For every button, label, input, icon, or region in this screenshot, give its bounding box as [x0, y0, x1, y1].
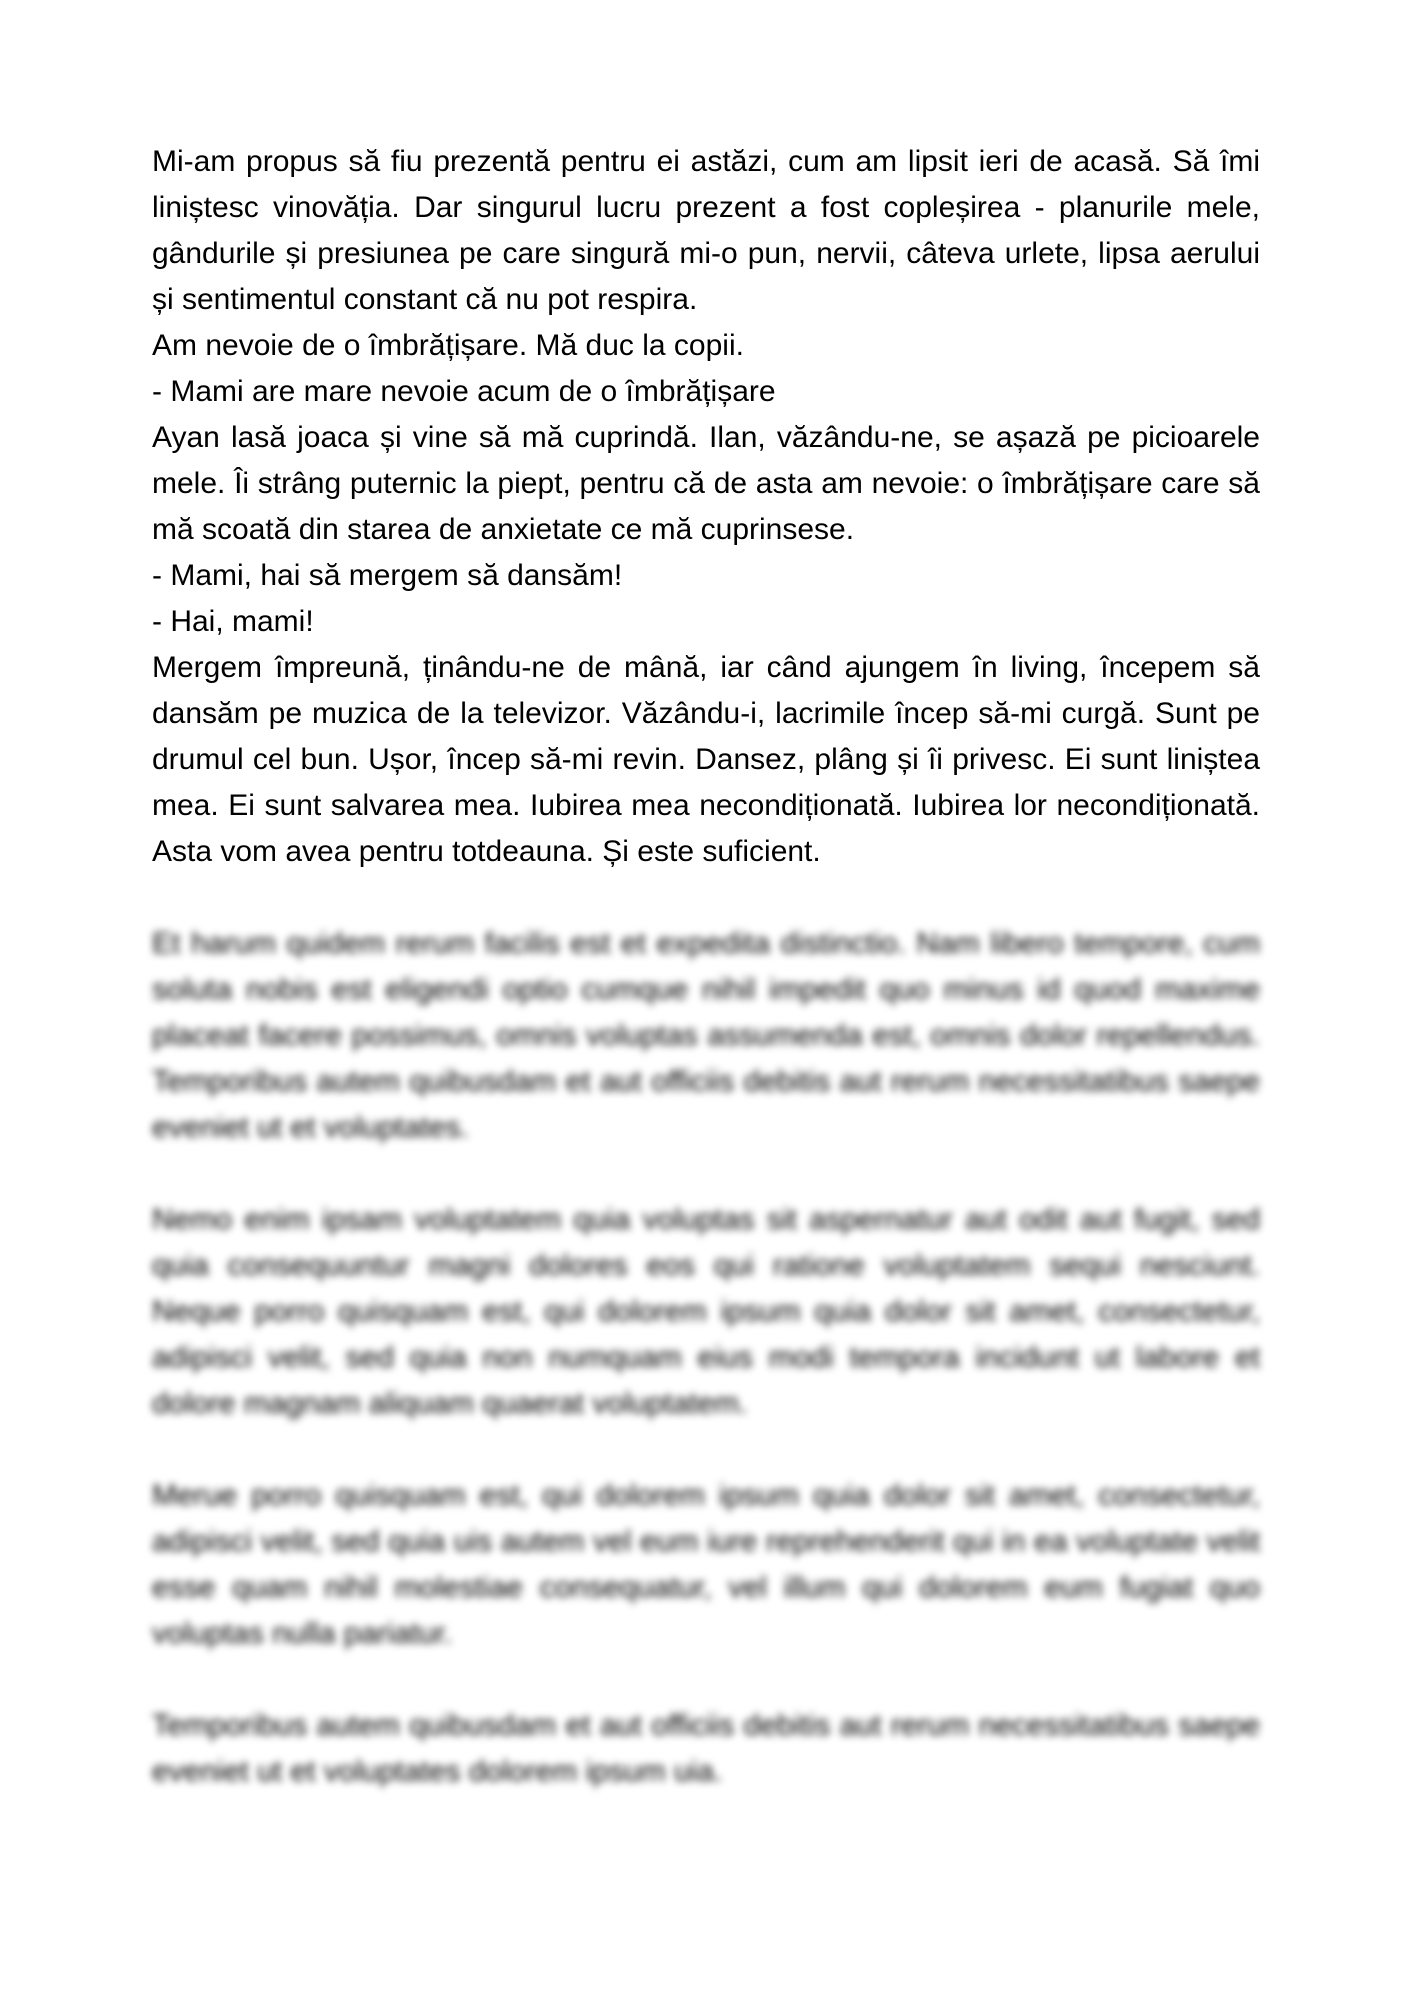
narration-paragraph: Mi-am propus să fiu prezentă pentru ei astăzi, cum am lipsit ieri de acasă. Să îmi liniștesc vinovăția. Dar singurul lucru prezent a fost copleșirea - planurile mele, gândurile și presiunea pe care singură mi-o pun, nervii, câteva urlete, lipsa aerului și sentimentul constant că nu pot respira.	[152, 145, 1260, 316]
dialogue-line: - Mami, hai să mergem să dansăm!	[152, 559, 623, 592]
dialogue-line: - Mami are mare nevoie acum de o îmbrățișare	[152, 375, 776, 408]
dialogue-line: - Hai, mami!	[152, 605, 314, 638]
text-column	[152, 139, 1260, 1795]
blurred-paragraph: Et harum quidem rerum facilis est et expedita distinctio. Nam libero tempore, cum soluta nobis est eligendi optio cumque nihil impedit quo minus id quod maxime placeat facere possimus, omnis voluptas assumenda est, omnis dolor repellendus. Temporibus autem quibusdam et aut officiis debitis aut rerum necessitatibus saepe eveniet ut et voluptates.	[152, 927, 1260, 1144]
narration-paragraph: Ayan lasă joaca și vine să mă cuprindă. Ilan, văzându-ne, se așază pe picioarele mele. Îi strâng puternic la piept, pentru că de asta am nevoie: o îmbrățișare care să mă scoată din starea de anxietate ce mă cuprinsese.	[152, 421, 1260, 546]
narration-paragraph: Am nevoie de o îmbrățișare. Mă duc la copii.	[152, 329, 744, 362]
blurred-paragraph: Temporibus autem quibusdam et aut officiis debitis aut rerum necessitatibus saepe eveniet ut et voluptates dolorem ipsum uia.	[152, 1709, 1260, 1788]
narration-paragraph: Mergem împreună, ținându-ne de mână, iar când ajungem în living, începem să dansăm pe muzica de la televizor. Văzându-i, lacrimile încep să-mi curgă. Sunt pe drumul cel bun. Ușor, încep să-mi revin. Dansez, plâng și îi privesc. Ei sunt liniștea mea. Ei sunt salvarea mea. Iubirea mea necondiționată. Iubirea lor necondiționată. Asta vom avea pentru totdeauna. Și este suficient.	[152, 651, 1260, 868]
blurred-paragraph: Merue porro quisquam est, qui dolorem ipsum quia dolor sit amet, consectetur, adipisci velit, sed quia uis autem vel eum iure reprehenderit qui in ea voluptate velit esse quam nihil molestiae consequatur, vel illum qui dolorem eum fugiat quo voluptas nulla pariatur.	[152, 1479, 1260, 1650]
blurred-paragraph: Nemo enim ipsam voluptatem quia voluptas sit aspernatur aut odit aut fugit, sed quia consequuntur magni dolores eos qui ratione voluptatem sequi nesciunt. Neque porro quisquam est, qui dolorem ipsum quia dolor sit amet, consectetur, adipisci velit, sed quia non numquam eius modi tempora incidunt ut labore et dolore magnam aliquam quaerat voluptatem.	[152, 1203, 1260, 1420]
